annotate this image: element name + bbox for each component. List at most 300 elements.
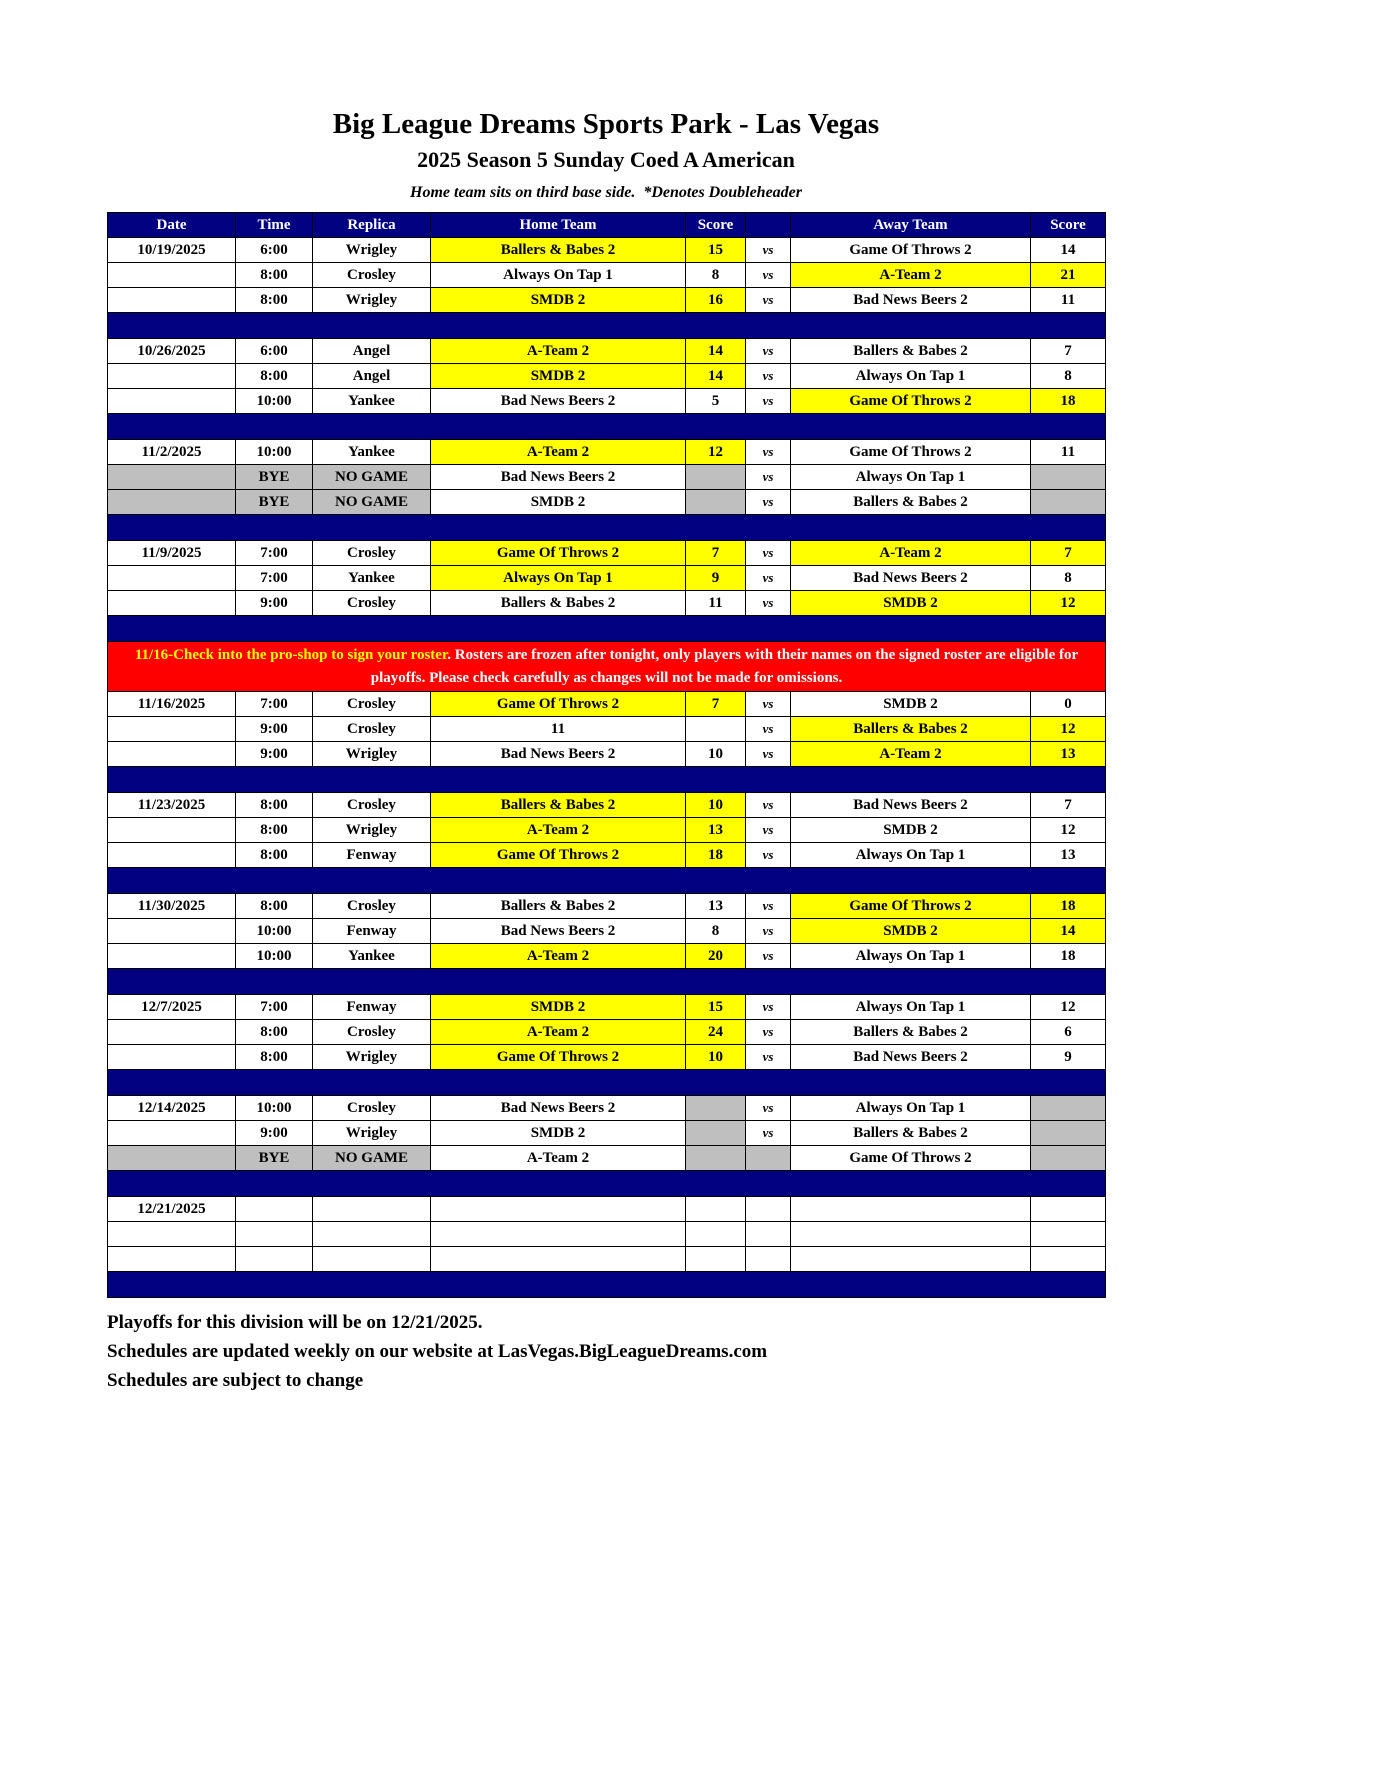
away-team-cell: Bad News Beers 2 bbox=[791, 793, 1031, 818]
home-team-cell: Ballers & Babes 2 bbox=[431, 793, 686, 818]
header-block bbox=[107, 106, 1105, 206]
game-row bbox=[108, 1045, 1106, 1070]
away-score-cell: 8 bbox=[1031, 566, 1106, 591]
vs-cell: vs bbox=[746, 1121, 791, 1146]
home-team-cell: Bad News Beers 2 bbox=[431, 1096, 686, 1121]
separator-cell bbox=[108, 1171, 1106, 1197]
away-score-cell: 12 bbox=[1031, 591, 1106, 616]
home-team-cell: Ballers & Babes 2 bbox=[431, 591, 686, 616]
home-team-cell bbox=[431, 1247, 686, 1272]
away-score-cell: 14 bbox=[1031, 238, 1106, 263]
replica-cell: Crosley bbox=[313, 591, 431, 616]
time-cell: 10:00 bbox=[236, 944, 313, 969]
away-score-cell: 11 bbox=[1031, 440, 1106, 465]
replica-cell: Fenway bbox=[313, 919, 431, 944]
home-score-cell bbox=[686, 1222, 746, 1247]
time-cell: 7:00 bbox=[236, 995, 313, 1020]
date-cell: 11/2/2025 bbox=[108, 440, 236, 465]
date-cell bbox=[108, 843, 236, 868]
game-row bbox=[108, 919, 1106, 944]
separator-row bbox=[108, 414, 1106, 440]
separator-cell bbox=[108, 868, 1106, 894]
home-team-cell: Always On Tap 1 bbox=[431, 263, 686, 288]
column-header-vs bbox=[746, 213, 791, 238]
replica-cell: Crosley bbox=[313, 1020, 431, 1045]
vs-cell bbox=[746, 1247, 791, 1272]
away-team-cell: A-Team 2 bbox=[791, 742, 1031, 767]
away-score-cell bbox=[1031, 1146, 1106, 1171]
away-team-cell: Always On Tap 1 bbox=[791, 843, 1031, 868]
game-row bbox=[108, 1121, 1106, 1146]
home-score-cell: 9 bbox=[686, 566, 746, 591]
vs-cell: vs bbox=[746, 843, 791, 868]
column-header-score-4: Score bbox=[686, 213, 746, 238]
away-team-cell: Always On Tap 1 bbox=[791, 995, 1031, 1020]
vs-cell: vs bbox=[746, 490, 791, 515]
game-row bbox=[108, 288, 1106, 313]
time-cell: 7:00 bbox=[236, 692, 313, 717]
home-team-cell: A-Team 2 bbox=[431, 944, 686, 969]
time-cell: 10:00 bbox=[236, 919, 313, 944]
away-score-cell bbox=[1031, 1121, 1106, 1146]
home-team-cell: SMDB 2 bbox=[431, 364, 686, 389]
replica-cell: Wrigley bbox=[313, 288, 431, 313]
home-score-cell: 11 bbox=[686, 591, 746, 616]
separator-row bbox=[108, 313, 1106, 339]
game-row bbox=[108, 238, 1106, 263]
vs-cell: vs bbox=[746, 894, 791, 919]
away-score-cell bbox=[1031, 465, 1106, 490]
replica-cell: NO GAME bbox=[313, 490, 431, 515]
game-row bbox=[108, 818, 1106, 843]
vs-cell: vs bbox=[746, 389, 791, 414]
game-row bbox=[108, 717, 1106, 742]
game-row bbox=[108, 541, 1106, 566]
column-header-replica-2: Replica bbox=[313, 213, 431, 238]
away-score-cell: 18 bbox=[1031, 944, 1106, 969]
vs-cell: vs bbox=[746, 339, 791, 364]
replica-cell: Crosley bbox=[313, 894, 431, 919]
away-score-cell: 18 bbox=[1031, 894, 1106, 919]
footer-subject-to-change-line: Schedules are subject to change bbox=[107, 1370, 364, 1391]
home-team-cell: A-Team 2 bbox=[431, 1020, 686, 1045]
separator-cell bbox=[108, 1272, 1106, 1298]
roster-notice-row bbox=[108, 642, 1106, 692]
time-cell: 9:00 bbox=[236, 591, 313, 616]
home-score-cell: 18 bbox=[686, 843, 746, 868]
home-team-cell: Ballers & Babes 2 bbox=[431, 238, 686, 263]
away-team-cell bbox=[791, 1197, 1031, 1222]
away-team-cell: Game Of Throws 2 bbox=[791, 440, 1031, 465]
game-row bbox=[108, 389, 1106, 414]
home-team-cell: Bad News Beers 2 bbox=[431, 742, 686, 767]
time-cell: BYE bbox=[236, 490, 313, 515]
away-team-cell bbox=[791, 1247, 1031, 1272]
game-row bbox=[108, 894, 1106, 919]
time-cell: 8:00 bbox=[236, 288, 313, 313]
time-cell: 6:00 bbox=[236, 339, 313, 364]
vs-cell: vs bbox=[746, 1096, 791, 1121]
home-score-cell: 7 bbox=[686, 541, 746, 566]
date-cell bbox=[108, 364, 236, 389]
home-team-cell: Game Of Throws 2 bbox=[431, 692, 686, 717]
bye-row bbox=[108, 1146, 1106, 1171]
bye-row bbox=[108, 490, 1106, 515]
date-cell bbox=[108, 742, 236, 767]
home-team-cell: A-Team 2 bbox=[431, 1146, 686, 1171]
home-score-cell: 20 bbox=[686, 944, 746, 969]
season-subtitle: 2025 Season 5 Sunday Coed A American bbox=[417, 147, 795, 172]
home-score-cell: 10 bbox=[686, 793, 746, 818]
home-score-cell: 13 bbox=[686, 894, 746, 919]
time-cell: 9:00 bbox=[236, 717, 313, 742]
time-cell: 7:00 bbox=[236, 566, 313, 591]
away-score-cell bbox=[1031, 490, 1106, 515]
replica-cell: Angel bbox=[313, 339, 431, 364]
vs-cell: vs bbox=[746, 793, 791, 818]
date-cell bbox=[108, 288, 236, 313]
vs-cell bbox=[746, 1222, 791, 1247]
replica-cell: Wrigley bbox=[313, 818, 431, 843]
away-score-cell: 13 bbox=[1031, 742, 1106, 767]
separator-cell bbox=[108, 616, 1106, 642]
away-team-cell: Game Of Throws 2 bbox=[791, 389, 1031, 414]
away-team-cell: A-Team 2 bbox=[791, 263, 1031, 288]
date-cell: 12/14/2025 bbox=[108, 1096, 236, 1121]
replica-cell: Yankee bbox=[313, 389, 431, 414]
away-team-cell: Game Of Throws 2 bbox=[791, 1146, 1031, 1171]
date-cell bbox=[108, 1020, 236, 1045]
home-team-cell bbox=[431, 1197, 686, 1222]
replica-cell: Wrigley bbox=[313, 742, 431, 767]
time-cell: BYE bbox=[236, 1146, 313, 1171]
home-score-cell: 12 bbox=[686, 440, 746, 465]
home-score-cell bbox=[686, 1096, 746, 1121]
away-score-cell: 0 bbox=[1031, 692, 1106, 717]
game-row bbox=[108, 843, 1106, 868]
home-score-cell bbox=[686, 490, 746, 515]
away-team-cell: Always On Tap 1 bbox=[791, 944, 1031, 969]
home-team-cell: Always On Tap 1 bbox=[431, 566, 686, 591]
time-cell: 10:00 bbox=[236, 389, 313, 414]
away-team-cell: SMDB 2 bbox=[791, 692, 1031, 717]
separator-cell bbox=[108, 969, 1106, 995]
time-cell: 9:00 bbox=[236, 1121, 313, 1146]
time-cell: 8:00 bbox=[236, 818, 313, 843]
time-cell: 8:00 bbox=[236, 364, 313, 389]
vs-cell: vs bbox=[746, 717, 791, 742]
replica-cell: Yankee bbox=[313, 566, 431, 591]
time-cell: 8:00 bbox=[236, 843, 313, 868]
home-score-cell bbox=[686, 717, 746, 742]
away-team-cell: A-Team 2 bbox=[791, 541, 1031, 566]
bye-row bbox=[108, 465, 1106, 490]
date-cell bbox=[108, 1247, 236, 1272]
vs-cell: vs bbox=[746, 288, 791, 313]
home-team-cell: SMDB 2 bbox=[431, 490, 686, 515]
away-score-cell: 12 bbox=[1031, 717, 1106, 742]
footer-website-line: Schedules are updated weekly on our website at LasVegas.BigLeagueDreams.com bbox=[107, 1341, 768, 1362]
separator-cell bbox=[108, 1070, 1106, 1096]
away-score-cell: 12 bbox=[1031, 995, 1106, 1020]
home-team-cell: SMDB 2 bbox=[431, 995, 686, 1020]
game-row bbox=[108, 793, 1106, 818]
date-cell bbox=[108, 566, 236, 591]
away-score-cell bbox=[1031, 1197, 1106, 1222]
home-team-cell: SMDB 2 bbox=[431, 1121, 686, 1146]
replica-cell: Crosley bbox=[313, 541, 431, 566]
vs-cell: vs bbox=[746, 364, 791, 389]
vs-cell: vs bbox=[746, 263, 791, 288]
away-team-cell: Game Of Throws 2 bbox=[791, 238, 1031, 263]
vs-cell: vs bbox=[746, 944, 791, 969]
date-cell bbox=[108, 1146, 236, 1171]
game-row bbox=[108, 1020, 1106, 1045]
home-score-cell: 5 bbox=[686, 389, 746, 414]
away-team-cell: Always On Tap 1 bbox=[791, 465, 1031, 490]
away-score-cell: 7 bbox=[1031, 793, 1106, 818]
away-score-cell: 21 bbox=[1031, 263, 1106, 288]
home-score-cell: 13 bbox=[686, 818, 746, 843]
replica-cell: Wrigley bbox=[313, 1045, 431, 1070]
column-header-away-team-6: Away Team bbox=[791, 213, 1031, 238]
away-team-cell: Bad News Beers 2 bbox=[791, 566, 1031, 591]
time-cell bbox=[236, 1247, 313, 1272]
time-cell: 8:00 bbox=[236, 1020, 313, 1045]
column-header-date-0: Date bbox=[108, 213, 236, 238]
roster-notice-highlight: 11/16-Check into the pro-shop to sign your roster bbox=[134, 646, 448, 663]
home-team-cell bbox=[431, 1222, 686, 1247]
away-team-cell: SMDB 2 bbox=[791, 818, 1031, 843]
replica-cell bbox=[313, 1222, 431, 1247]
separator-row bbox=[108, 1171, 1106, 1197]
home-team-cell: Game Of Throws 2 bbox=[431, 1045, 686, 1070]
time-cell: BYE bbox=[236, 465, 313, 490]
table-body bbox=[108, 238, 1106, 1298]
away-score-cell bbox=[1031, 1247, 1106, 1272]
vs-cell: vs bbox=[746, 742, 791, 767]
date-cell bbox=[108, 1121, 236, 1146]
replica-cell bbox=[313, 1247, 431, 1272]
vs-cell: vs bbox=[746, 818, 791, 843]
home-score-cell bbox=[686, 465, 746, 490]
separator-row bbox=[108, 969, 1106, 995]
replica-cell: NO GAME bbox=[313, 465, 431, 490]
date-cell bbox=[108, 944, 236, 969]
game-row bbox=[108, 440, 1106, 465]
time-cell: 8:00 bbox=[236, 263, 313, 288]
vs-cell: vs bbox=[746, 1020, 791, 1045]
date-cell bbox=[108, 263, 236, 288]
away-score-cell: 7 bbox=[1031, 541, 1106, 566]
time-cell: 6:00 bbox=[236, 238, 313, 263]
time-cell: 8:00 bbox=[236, 894, 313, 919]
home-team-note: Home team sits on third base side. *Denotes Doubleheader bbox=[410, 184, 802, 201]
vs-cell: vs bbox=[746, 440, 791, 465]
home-score-cell: 15 bbox=[686, 995, 746, 1020]
replica-cell: Crosley bbox=[313, 263, 431, 288]
date-cell bbox=[108, 1045, 236, 1070]
away-score-cell: 9 bbox=[1031, 1045, 1106, 1070]
home-team-cell: 11 bbox=[431, 717, 686, 742]
game-row bbox=[108, 263, 1106, 288]
date-cell: 12/21/2025 bbox=[108, 1197, 236, 1222]
vs-cell: vs bbox=[746, 591, 791, 616]
vs-cell: vs bbox=[746, 692, 791, 717]
game-row bbox=[108, 1197, 1106, 1222]
game-row bbox=[108, 995, 1106, 1020]
replica-cell: Yankee bbox=[313, 944, 431, 969]
away-team-cell: SMDB 2 bbox=[791, 919, 1031, 944]
replica-cell: Crosley bbox=[313, 717, 431, 742]
home-score-cell: 15 bbox=[686, 238, 746, 263]
home-score-cell: 24 bbox=[686, 1020, 746, 1045]
replica-cell: Fenway bbox=[313, 995, 431, 1020]
table-header bbox=[108, 213, 1106, 238]
game-row bbox=[108, 1096, 1106, 1121]
time-cell: 9:00 bbox=[236, 742, 313, 767]
column-header-score-7: Score bbox=[1031, 213, 1106, 238]
home-score-cell bbox=[686, 1146, 746, 1171]
away-team-cell: SMDB 2 bbox=[791, 591, 1031, 616]
separator-row bbox=[108, 1070, 1106, 1096]
roster-notice-cell bbox=[108, 642, 1106, 692]
away-score-cell: 7 bbox=[1031, 339, 1106, 364]
vs-cell: vs bbox=[746, 1045, 791, 1070]
game-row bbox=[108, 742, 1106, 767]
away-team-cell: Ballers & Babes 2 bbox=[791, 490, 1031, 515]
away-team-cell: Game Of Throws 2 bbox=[791, 894, 1031, 919]
home-team-cell: Bad News Beers 2 bbox=[431, 465, 686, 490]
vs-cell: vs bbox=[746, 465, 791, 490]
away-score-cell: 14 bbox=[1031, 919, 1106, 944]
footer-playoffs-line: Playoffs for this division will be on 12/21/2025. bbox=[107, 1312, 483, 1333]
vs-cell bbox=[746, 1146, 791, 1171]
home-team-cell: Game Of Throws 2 bbox=[431, 843, 686, 868]
away-score-cell: 6 bbox=[1031, 1020, 1106, 1045]
home-score-cell: 10 bbox=[686, 742, 746, 767]
home-score-cell: 8 bbox=[686, 263, 746, 288]
date-cell: 11/23/2025 bbox=[108, 793, 236, 818]
separator-row bbox=[108, 868, 1106, 894]
away-score-cell: 18 bbox=[1031, 389, 1106, 414]
footer-block bbox=[107, 1308, 1110, 1395]
away-team-cell: Ballers & Babes 2 bbox=[791, 339, 1031, 364]
away-score-cell: 13 bbox=[1031, 843, 1106, 868]
separator-row bbox=[108, 767, 1106, 793]
home-team-cell: Bad News Beers 2 bbox=[431, 919, 686, 944]
home-team-cell: Ballers & Babes 2 bbox=[431, 894, 686, 919]
roster-notice-text: . Rosters are frozen after tonight, only players with their names on the signed roster are eligible for playoffs. Please check carefully as changes will not be made for omissions. bbox=[370, 646, 1079, 686]
separator-row bbox=[108, 1272, 1106, 1298]
date-cell: 11/16/2025 bbox=[108, 692, 236, 717]
separator-row bbox=[108, 616, 1106, 642]
date-cell: 11/9/2025 bbox=[108, 541, 236, 566]
separator-row bbox=[108, 515, 1106, 541]
game-row bbox=[108, 591, 1106, 616]
date-cell: 12/7/2025 bbox=[108, 995, 236, 1020]
time-cell bbox=[236, 1222, 313, 1247]
column-header-row bbox=[108, 213, 1106, 238]
away-team-cell: Ballers & Babes 2 bbox=[791, 1121, 1031, 1146]
date-cell bbox=[108, 919, 236, 944]
away-team-cell: Always On Tap 1 bbox=[791, 1096, 1031, 1121]
separator-cell bbox=[108, 767, 1106, 793]
replica-cell: Crosley bbox=[313, 793, 431, 818]
away-team-cell: Bad News Beers 2 bbox=[791, 1045, 1031, 1070]
time-cell: 7:00 bbox=[236, 541, 313, 566]
away-team-cell: Always On Tap 1 bbox=[791, 364, 1031, 389]
date-cell: 10/19/2025 bbox=[108, 238, 236, 263]
date-cell bbox=[108, 465, 236, 490]
home-score-cell: 7 bbox=[686, 692, 746, 717]
away-score-cell bbox=[1031, 1222, 1106, 1247]
away-score-cell: 12 bbox=[1031, 818, 1106, 843]
home-team-cell: A-Team 2 bbox=[431, 440, 686, 465]
away-team-cell: Bad News Beers 2 bbox=[791, 288, 1031, 313]
home-team-cell: A-Team 2 bbox=[431, 339, 686, 364]
game-row bbox=[108, 944, 1106, 969]
replica-cell bbox=[313, 1197, 431, 1222]
column-header-time-1: Time bbox=[236, 213, 313, 238]
replica-cell: Fenway bbox=[313, 843, 431, 868]
replica-cell: Wrigley bbox=[313, 1121, 431, 1146]
home-score-cell bbox=[686, 1121, 746, 1146]
time-cell: 10:00 bbox=[236, 440, 313, 465]
separator-cell bbox=[108, 313, 1106, 339]
date-cell bbox=[108, 1222, 236, 1247]
home-team-cell: A-Team 2 bbox=[431, 818, 686, 843]
date-cell: 10/26/2025 bbox=[108, 339, 236, 364]
game-row bbox=[108, 566, 1106, 591]
home-score-cell: 8 bbox=[686, 919, 746, 944]
date-cell: 11/30/2025 bbox=[108, 894, 236, 919]
time-cell: 8:00 bbox=[236, 793, 313, 818]
game-row bbox=[108, 339, 1106, 364]
date-cell bbox=[108, 591, 236, 616]
replica-cell: Crosley bbox=[313, 1096, 431, 1121]
home-team-cell: Game Of Throws 2 bbox=[431, 541, 686, 566]
away-score-cell: 11 bbox=[1031, 288, 1106, 313]
away-team-cell: Ballers & Babes 2 bbox=[791, 1020, 1031, 1045]
home-team-cell: SMDB 2 bbox=[431, 288, 686, 313]
page-title: Big League Dreams Sports Park - Las Vegas bbox=[332, 108, 880, 140]
home-team-cell: Bad News Beers 2 bbox=[431, 389, 686, 414]
away-team-cell: Ballers & Babes 2 bbox=[791, 717, 1031, 742]
time-cell bbox=[236, 1197, 313, 1222]
date-cell bbox=[108, 490, 236, 515]
replica-cell: NO GAME bbox=[313, 1146, 431, 1171]
away-score-cell bbox=[1031, 1096, 1106, 1121]
time-cell: 10:00 bbox=[236, 1096, 313, 1121]
game-row bbox=[108, 364, 1106, 389]
replica-cell: Wrigley bbox=[313, 238, 431, 263]
replica-cell: Angel bbox=[313, 364, 431, 389]
vs-cell: vs bbox=[746, 566, 791, 591]
date-cell bbox=[108, 389, 236, 414]
home-score-cell bbox=[686, 1197, 746, 1222]
away-score-cell: 8 bbox=[1031, 364, 1106, 389]
game-row bbox=[108, 1222, 1106, 1247]
home-score-cell: 16 bbox=[686, 288, 746, 313]
away-team-cell bbox=[791, 1222, 1031, 1247]
vs-cell: vs bbox=[746, 995, 791, 1020]
vs-cell: vs bbox=[746, 238, 791, 263]
home-score-cell: 10 bbox=[686, 1045, 746, 1070]
game-row bbox=[108, 1247, 1106, 1272]
time-cell: 8:00 bbox=[236, 1045, 313, 1070]
column-header-home-team-3: Home Team bbox=[431, 213, 686, 238]
